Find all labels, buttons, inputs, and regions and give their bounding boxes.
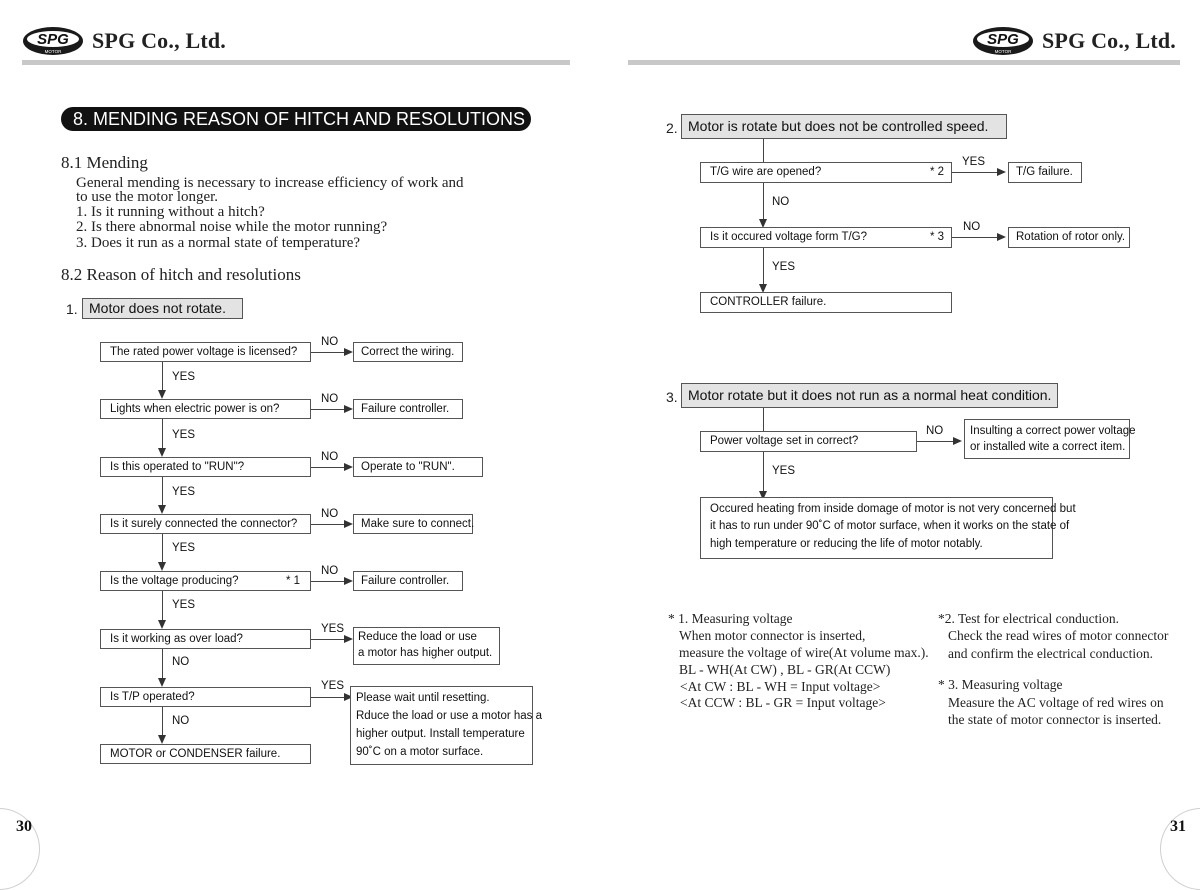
down-label: YES — [172, 486, 196, 498]
flow1-result: Make sure to connect. — [353, 514, 473, 534]
note-line: <At CCW : BL - GR = Input voltage> — [680, 695, 886, 710]
connector — [952, 237, 998, 238]
note-line: Check the read wires of motor connector — [948, 628, 1169, 643]
flow1-title: Motor does not rotate. — [82, 298, 243, 319]
flow1-question: Lights when electric power is on? — [100, 399, 311, 419]
arrow-right-icon — [344, 463, 353, 471]
flow1-result: Operate to "RUN". — [353, 457, 483, 477]
arrow-right-icon — [344, 405, 353, 413]
connector — [162, 362, 163, 390]
arrow-right-icon — [344, 520, 353, 528]
final-line: Occured heating from inside domage of motor is not very concerned but — [710, 503, 1076, 515]
note-line: measure the voltage of wire(At volume max.). — [679, 645, 929, 660]
arrow-down-icon — [158, 735, 166, 744]
mending-line: General mending is necessary to increase efficiency of work and — [76, 175, 464, 191]
down-label: NO — [172, 656, 190, 668]
connector — [311, 524, 345, 525]
mending-line: to use the motor longer. — [76, 189, 219, 205]
connector — [311, 352, 345, 353]
page-number: 31 — [1170, 818, 1186, 835]
connector — [162, 419, 163, 448]
left-logo — [22, 26, 226, 56]
result-line: or installed wite a correct item. — [970, 441, 1126, 453]
connector — [763, 139, 764, 162]
company-name: SPG Co., Ltd. — [1042, 28, 1177, 53]
branch-label: NO — [321, 336, 339, 348]
result-line: Please wait until resetting. — [356, 692, 490, 704]
flow1-result: Correct the wiring. — [353, 342, 463, 362]
note-line: <At CW : BL - WH = Input voltage> — [680, 679, 881, 694]
branch-label: NO — [926, 425, 944, 437]
arrow-right-icon — [997, 233, 1006, 241]
connector — [162, 591, 163, 620]
flow1-question: Is T/P operated? — [100, 687, 311, 707]
result-line: Reduce the load or use — [358, 631, 477, 643]
svg-text:SPG: SPG — [987, 31, 1019, 48]
arrow-right-icon — [997, 168, 1006, 176]
connector — [162, 649, 163, 678]
final-line: high temperature or reducing the life of motor notably. — [710, 538, 983, 550]
connector — [763, 452, 764, 492]
flow2-final: CONTROLLER failure. — [700, 292, 952, 313]
connector — [162, 534, 163, 562]
result-line: a motor has higher output. — [358, 647, 493, 659]
result-line: higher output. Install temperature — [356, 728, 525, 740]
connector — [763, 248, 764, 284]
reason-heading: 8.2 Reason of hitch and resolutions — [61, 265, 301, 284]
flow1-question: Is it working as over load? — [100, 629, 311, 649]
down-label: YES — [172, 542, 196, 554]
note-line: BL - WH(At CW) , BL - GR(At CCW) — [679, 662, 891, 677]
branch-label: YES — [962, 156, 986, 168]
flow3-title: Motor rotate but it does not run as a normal heat condition. — [681, 383, 1058, 408]
flow3-question: Power voltage set in correct? — [700, 431, 917, 452]
down-label: YES — [772, 261, 796, 273]
flow1-question: Is it surely connected the connector? — [100, 514, 311, 534]
flow2-title: Motor is rotate but does not be controlled speed. — [681, 114, 1007, 139]
branch-label: YES — [321, 623, 345, 635]
arrow-down-icon — [158, 620, 166, 629]
arrow-down-icon — [158, 390, 166, 399]
note-line: * 3. Measuring voltage — [938, 677, 1063, 692]
note-line: * 1. Measuring voltage — [668, 611, 793, 626]
flow2-number: 2. — [666, 120, 678, 136]
header-rule-left — [22, 60, 570, 65]
connector — [763, 408, 764, 431]
flow2-question-ref: * 2 — [930, 166, 945, 178]
down-label: YES — [172, 599, 196, 611]
svg-text:MOTOR: MOTOR — [44, 49, 62, 54]
mending-line: 1. Is it running without a hitch? — [76, 204, 265, 220]
spg-logo-icon — [22, 26, 84, 56]
branch-label: YES — [321, 680, 345, 692]
flow1-question — [100, 571, 311, 591]
spg-logo-icon — [972, 26, 1034, 56]
connector — [952, 172, 998, 173]
arrow-right-icon — [344, 635, 353, 643]
down-label: NO — [172, 715, 190, 727]
down-label: YES — [172, 371, 196, 383]
flow1-question-ref: * 1 — [286, 575, 301, 587]
arrow-down-icon — [158, 678, 166, 687]
note-line: *2. Test for electrical conduction. — [938, 611, 1119, 626]
arrow-down-icon — [158, 448, 166, 457]
down-label: NO — [772, 196, 790, 208]
flow2-result: T/G failure. — [1008, 162, 1082, 183]
svg-text:SPG: SPG — [37, 31, 69, 48]
connector — [162, 477, 163, 505]
connector — [311, 467, 345, 468]
flow2-question: T/G wire are opened? — [700, 162, 952, 183]
branch-label: NO — [321, 508, 339, 520]
flow2-result: Rotation of rotor only. — [1008, 227, 1130, 248]
flow3-number: 3. — [666, 389, 678, 405]
connector — [162, 707, 163, 735]
flow1-question: Is this operated to "RUN"? — [100, 457, 311, 477]
arrow-right-icon — [344, 577, 353, 585]
right-logo — [972, 26, 1176, 56]
flow2-question-ref: * 3 — [930, 231, 945, 243]
arrow-down-icon — [158, 562, 166, 571]
note-line: and confirm the electrical conduction. — [948, 646, 1154, 661]
header-rule-right — [628, 60, 1180, 65]
flow1-result: Failure controller. — [353, 571, 463, 591]
flow1-result: Failure controller. — [353, 399, 463, 419]
flow1-number: 1. — [66, 301, 78, 317]
result-line: Rduce the load or use a motor has a — [356, 710, 543, 722]
final-line: it has to run under 90˚C of motor surface, when it works on the state of — [710, 520, 1070, 532]
branch-label: NO — [321, 565, 339, 577]
flow1-question-text: Is the voltage producing? — [110, 575, 239, 587]
result-line: Insulting a correct power voltage — [970, 425, 1136, 437]
arrow-right-icon — [953, 437, 962, 445]
branch-label: NO — [963, 221, 981, 233]
branch-label: NO — [321, 451, 339, 463]
section-title: 8. MENDING REASON OF HITCH AND RESOLUTIONS — [61, 107, 531, 131]
down-label: YES — [772, 465, 796, 477]
connector — [763, 183, 764, 219]
note-line: the state of motor connector is inserted. — [948, 712, 1162, 727]
page-number: 30 — [16, 818, 32, 835]
branch-label: NO — [321, 393, 339, 405]
connector — [311, 639, 345, 640]
connector — [311, 697, 345, 698]
company-name: SPG Co., Ltd. — [92, 28, 227, 53]
mending-line: 2. Is there abnormal noise while the motor running? — [76, 219, 388, 235]
arrow-down-icon — [158, 505, 166, 514]
down-label: YES — [172, 429, 196, 441]
note-line: Measure the AC voltage of red wires on — [948, 695, 1164, 710]
flow1-final: MOTOR or CONDENSER failure. — [100, 744, 311, 764]
mending-heading: 8.1 Mending — [61, 153, 148, 172]
flow1-question: The rated power voltage is licensed? — [100, 342, 311, 362]
connector — [311, 409, 345, 410]
connector — [917, 441, 954, 442]
note-line: When motor connector is inserted, — [679, 628, 866, 643]
flow2-question: Is it occured voltage form T/G? — [700, 227, 952, 248]
result-line: 90˚C on a motor surface. — [356, 746, 484, 758]
svg-text:MOTOR: MOTOR — [994, 49, 1012, 54]
mending-line: 3. Does it run as a normal state of temperature? — [76, 235, 361, 251]
connector — [311, 581, 345, 582]
arrow-right-icon — [344, 348, 353, 356]
